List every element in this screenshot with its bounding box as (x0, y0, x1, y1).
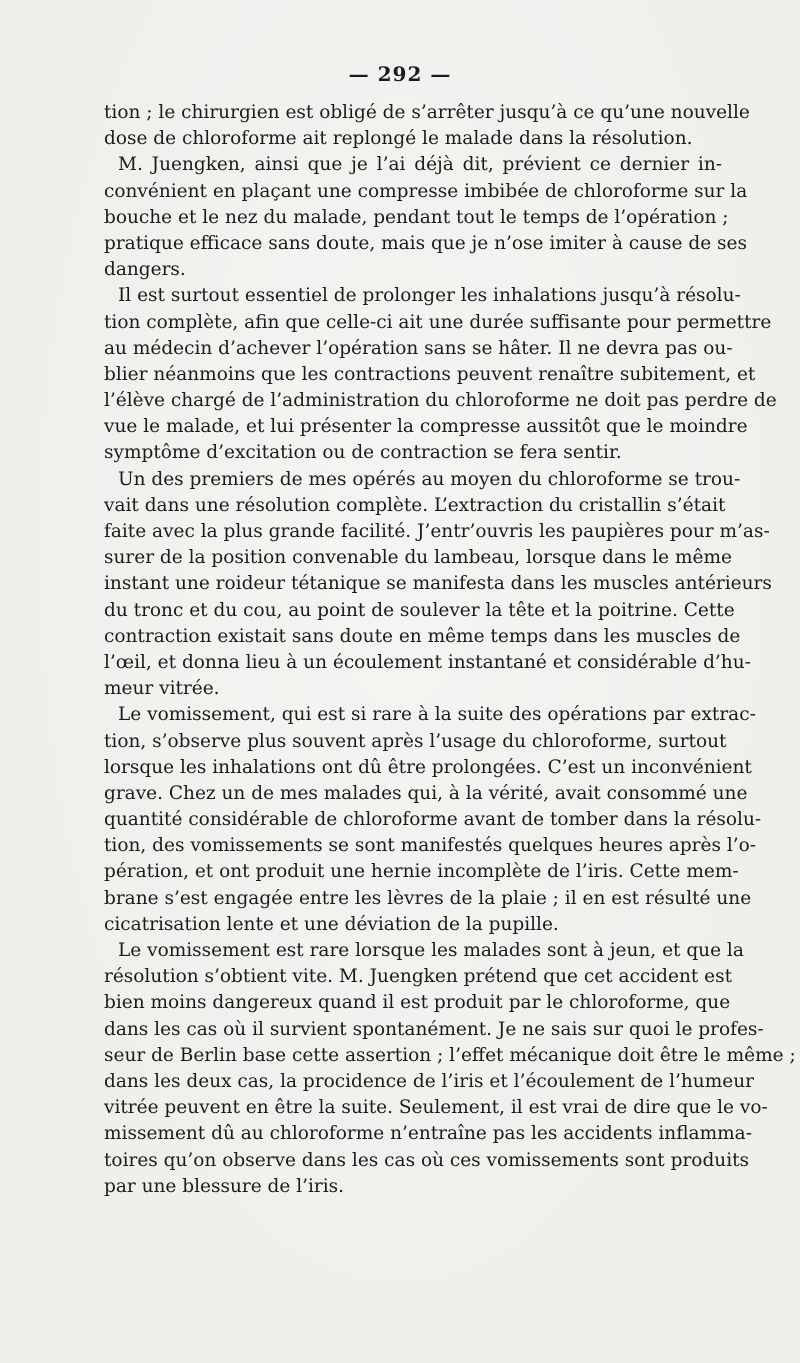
text-line: Le vomissement, qui est si rare à la suite des opérations par extrac- (118, 704, 756, 726)
text-line: M. Juengken, ainsi que je l’ai déjà dit, prévient ce dernier in- (118, 154, 722, 176)
text-line: au médecin d’achever l’opération sans se hâter. Il ne devra pas ou- (104, 337, 733, 359)
text-line: faite avec la plus grande facilité. J’entr’ouvris les paupières pour m’as- (104, 521, 770, 542)
text-line: l’œil, et donna lieu à un écoulement instantané et considérable d’hu- (104, 651, 751, 673)
text-line: pération, et ont produit une hernie incomplète de l’iris. Cette mem- (104, 861, 739, 883)
text-line: toires qu’on observe dans les cas où ces vomissements sont produits (104, 1149, 750, 1171)
body-text (104, 100, 796, 1200)
text-line: vue le malade, et lui présenter la compresse aussitôt que le moindre (104, 416, 748, 438)
text-line: tion ; le chirurgien est obligé de s’arrêter jusqu’à ce qu’une nouvelle (104, 102, 750, 123)
text-line: l’élève chargé de l’administration du chloroforme ne doit pas perdre de (104, 390, 777, 412)
text-line: vitrée peuvent en être la suite. Seulement, il est vrai de dire que le vo- (104, 1097, 768, 1119)
text-line: résolution s’obtient vite. M. Juengken prétend que cet accident est (104, 966, 733, 988)
text-line: blier néanmoins que les contractions peuvent renaître subitement, et (104, 363, 756, 385)
text-line: tion, des vomissements se sont manifestés quelques heures après l’o- (104, 835, 757, 857)
text-line: symptôme d’excitation ou de contraction se fera sentir. (104, 442, 622, 464)
text-line: vait dans une résolution complète. L’extraction du cristallin s’était (104, 494, 726, 516)
text-line: contraction existait sans doute en même temps dans les muscles de (104, 625, 741, 647)
text-line: brane s’est engagée entre les lèvres de la plaie ; il en est résulté une (104, 887, 752, 909)
text-line: seur de Berlin base cette assertion ; l’effet mécanique doit être le même ; (104, 1044, 796, 1066)
page-number: — 292 — (348, 62, 452, 86)
text-line: Il est surtout essentiel de prolonger les inhalations jusqu’à résolu- (118, 285, 741, 307)
text-line: Le vomissement est rare lorsque les malades sont à jeun, et que la (118, 940, 744, 961)
text-line: dans les cas où il survient spontanément. Je ne sais sur quoi le profes- (104, 1018, 764, 1040)
text-line: du tronc et du cou, au point de soulever la tête et la poitrine. Cette (104, 599, 735, 621)
text-line: dangers. (104, 259, 186, 281)
text-line: par une blessure de l’iris. (104, 1175, 345, 1197)
text-line: dans les deux cas, la procidence de l’iris et l’écoulement de l’humeur (104, 1070, 754, 1092)
text-line: tion, s’observe plus souvent après l’usage du chloroforme, surtout (104, 730, 727, 752)
text-line: quantité considérable de chloroforme avant de tomber dans la résolu- (104, 809, 762, 831)
text-line: bien moins dangereux quand il est produit par le chloroforme, que (104, 992, 731, 1014)
text-line: convénient en plaçant une compresse imbibée de chloroforme sur la (104, 180, 748, 202)
text-line: missement dû au chloroforme n’entraîne pas les accidents inflamma- (104, 1123, 752, 1145)
text-line: lorsque les inhalations ont dû être prolongées. C’est un inconvénient (104, 756, 752, 778)
text-line: tion complète, afin que celle-ci ait une durée suffisante pour permettre (104, 311, 772, 333)
text-line: Un des premiers de mes opérés au moyen du chloroforme se trou- (118, 468, 741, 490)
text-line: grave. Chez un de mes malades qui, à la vérité, avait consommé une (104, 782, 748, 804)
text-line: dose de chloroforme ait replongé le malade dans la résolution. (104, 128, 693, 150)
text-line: bouche et le nez du malade, pendant tout le temps de l’opération ; (104, 206, 729, 228)
text-line: meur vitrée. (104, 678, 220, 700)
text-line: cicatrisation lente et une déviation de la pupille. (104, 913, 559, 935)
text-line: pratique efficace sans doute, mais que je n’ose imiter à cause de ses (104, 232, 747, 254)
text-line: instant une roideur tétanique se manifesta dans les muscles antérieurs (104, 573, 772, 595)
text-line: surer de la position convenable du lambeau, lorsque dans le même (104, 547, 732, 569)
